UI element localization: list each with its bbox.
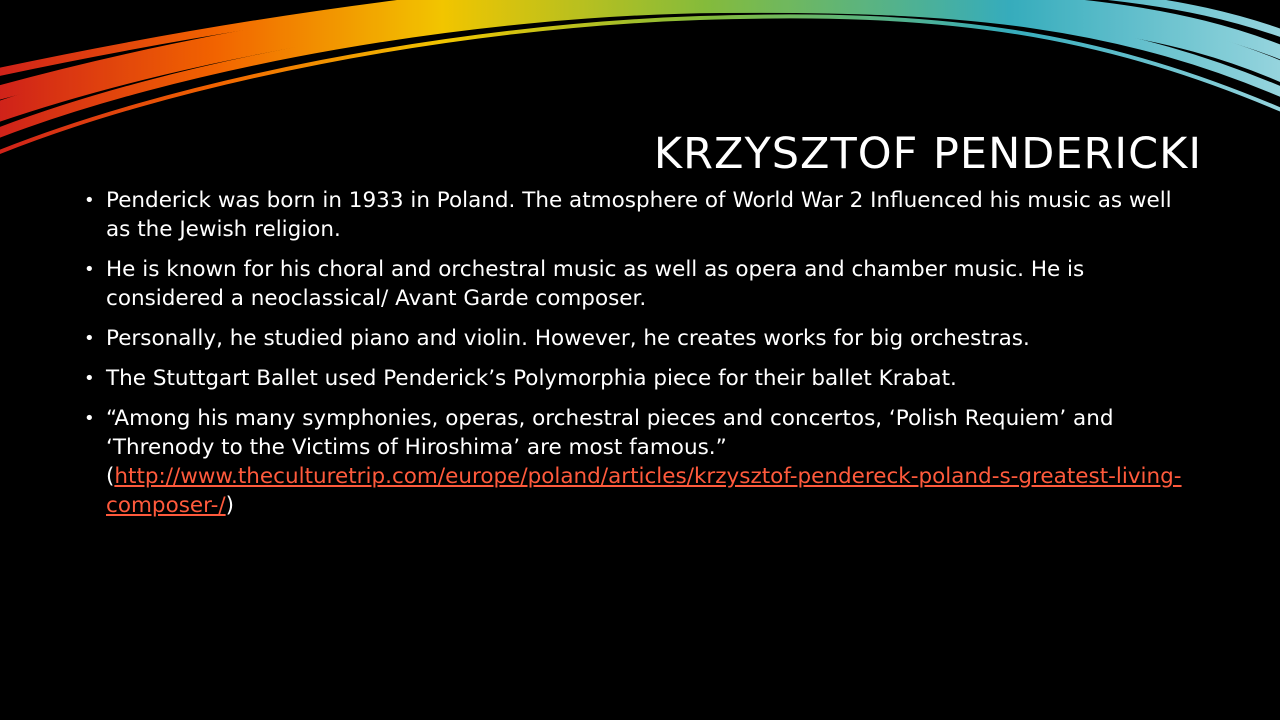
bullet-text: Personally, he studied piano and violin. However, he creates works for big orchestras. (106, 326, 1030, 351)
bullet-icon: • (84, 368, 95, 389)
bullet-item (84, 364, 1184, 393)
bullet-item (84, 255, 1184, 313)
bullet-item (84, 186, 1184, 244)
source-link[interactable]: http://www.theculturetrip.com/europe/poland/articles/krzysztof-pendereck-poland-s-greatest-living-composer-/ (106, 464, 1182, 518)
bullet-text: “Among his many symphonies, operas, orchestral pieces and concertos, ‘Polish Requiem’ and ‘Threnody to the Victims of Hiroshima’ are most famous.” ( (106, 406, 1114, 489)
bullet-text-closing: ) (225, 493, 235, 518)
bullet-icon: • (84, 408, 95, 429)
bullet-icon: • (84, 259, 95, 280)
bullet-icon: • (84, 190, 95, 211)
bullet-list (84, 186, 1184, 531)
bullet-item (84, 324, 1184, 353)
bullet-text: Penderick was born in 1933 in Poland. The atmosphere of World War 2 Influenced his music as well as the Jewish religion. (106, 188, 1172, 242)
bullet-icon: • (84, 328, 95, 349)
bullet-item (84, 404, 1184, 520)
slide-title: KRZYSZTOF PENDERICKI (653, 129, 1202, 179)
bullet-text: He is known for his choral and orchestral music as well as opera and chamber music. He is considered a neoclassical/ Avant Garde composer. (106, 257, 1085, 311)
bullet-text: The Stuttgart Ballet used Penderick’s Polymorphia piece for their ballet Krabat. (106, 366, 957, 391)
